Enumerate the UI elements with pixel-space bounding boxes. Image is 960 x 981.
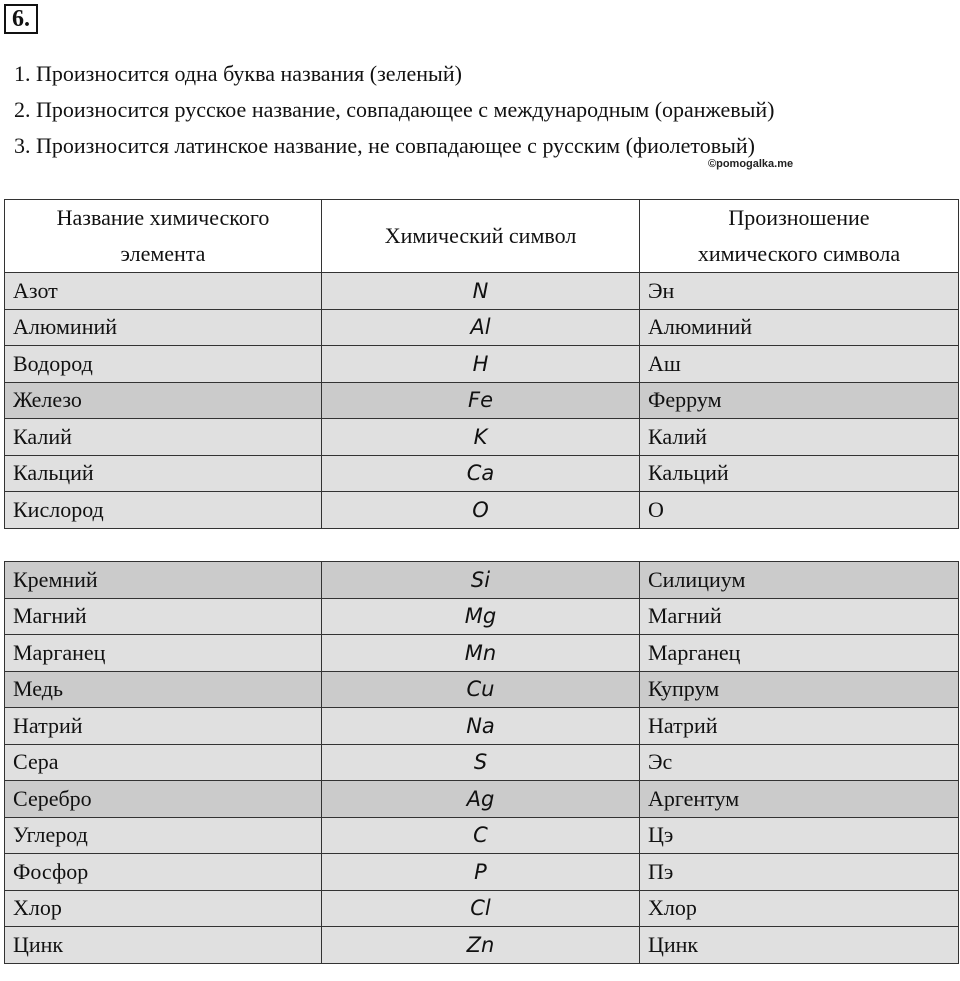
table-row (5, 273, 959, 310)
chemical-symbol-cell: Al (322, 309, 640, 346)
table-row (5, 598, 959, 635)
pronunciation-cell: Алюминий (640, 309, 959, 346)
table-row (5, 890, 959, 927)
legend-item-2: 2. Произносится русское название, совпадающее с международным (оранжевый) (14, 97, 775, 122)
element-name-cell: Железо (5, 382, 322, 419)
element-name-cell: Углерод (5, 817, 322, 854)
table-row (5, 382, 959, 419)
chemical-symbol-cell: Fe (322, 382, 640, 419)
chemical-symbol-cell: Cu (322, 671, 640, 708)
header-element-name (5, 200, 322, 273)
elements-table-2-body (5, 562, 959, 964)
table-row (5, 927, 959, 964)
header-pronunciation-line1: Произношение (728, 205, 870, 230)
element-name-cell: Калий (5, 419, 322, 456)
pronunciation-cell: Пэ (640, 854, 959, 891)
table-row (5, 781, 959, 818)
table-row (5, 562, 959, 599)
chemical-symbol-cell: H (322, 346, 640, 383)
chemical-symbol-cell: N (322, 273, 640, 310)
pronunciation-cell: Купрум (640, 671, 959, 708)
header-pronunciation-line2: химического символа (697, 241, 901, 266)
element-name-cell: Марганец (5, 635, 322, 672)
chemical-symbol-cell: Mg (322, 598, 640, 635)
pronunciation-cell: Эн (640, 273, 959, 310)
element-name-cell: Водород (5, 346, 322, 383)
pronunciation-cell: Натрий (640, 708, 959, 745)
element-name-cell: Натрий (5, 708, 322, 745)
legend-list (14, 56, 775, 164)
header-element-name-line2: элемента (120, 241, 206, 266)
pronunciation-cell: Магний (640, 598, 959, 635)
pronunciation-cell: Кальций (640, 455, 959, 492)
element-name-cell: Азот (5, 273, 322, 310)
watermark: ©pomogalka.me (708, 158, 794, 170)
chemical-symbol-cell: Cl (322, 890, 640, 927)
element-name-cell: Медь (5, 671, 322, 708)
element-name-cell: Магний (5, 598, 322, 635)
pronunciation-cell: Марганец (640, 635, 959, 672)
pronunciation-cell: Аргентум (640, 781, 959, 818)
element-name-cell: Кислород (5, 492, 322, 529)
pronunciation-cell: Хлор (640, 890, 959, 927)
table-row (5, 455, 959, 492)
table-row (5, 492, 959, 529)
chemical-symbol-cell: O (322, 492, 640, 529)
task-number: 6. (4, 4, 38, 34)
legend-item-3: 3. Произносится латинское название, не совпадающее с русским (фиолетовый) (14, 133, 755, 158)
pronunciation-cell: О (640, 492, 959, 529)
pronunciation-cell: Цэ (640, 817, 959, 854)
legend-item-1: 1. Произносится одна буква названия (зеленый) (14, 61, 462, 86)
element-name-cell: Сера (5, 744, 322, 781)
element-name-cell: Фосфор (5, 854, 322, 891)
table-row (5, 309, 959, 346)
elements-table-1-body (5, 273, 959, 529)
chemical-symbol-cell: Ca (322, 455, 640, 492)
element-name-cell: Кремний (5, 562, 322, 599)
table-row (5, 817, 959, 854)
table-row (5, 708, 959, 745)
chemical-symbol-cell: Ag (322, 781, 640, 818)
elements-table-1 (4, 199, 959, 529)
header-element-name-line1: Название химического (56, 205, 270, 230)
chemical-symbol-cell: S (322, 744, 640, 781)
element-name-cell: Цинк (5, 927, 322, 964)
elements-table-2 (4, 561, 959, 964)
chemical-symbol-cell: C (322, 817, 640, 854)
pronunciation-cell: Аш (640, 346, 959, 383)
header-chemical-symbol: Химический символ (322, 200, 640, 273)
pronunciation-cell: Цинк (640, 927, 959, 964)
chemical-symbol-cell: Mn (322, 635, 640, 672)
table-row (5, 346, 959, 383)
pronunciation-cell: Калий (640, 419, 959, 456)
header-pronunciation (640, 200, 959, 273)
element-name-cell: Хлор (5, 890, 322, 927)
chemical-symbol-cell: K (322, 419, 640, 456)
pronunciation-cell: Эс (640, 744, 959, 781)
pronunciation-cell: Силициум (640, 562, 959, 599)
table-row (5, 635, 959, 672)
element-name-cell: Серебро (5, 781, 322, 818)
table-row (5, 419, 959, 456)
element-name-cell: Алюминий (5, 309, 322, 346)
chemical-symbol-cell: P (322, 854, 640, 891)
chemical-symbol-cell: Zn (322, 927, 640, 964)
table-row (5, 671, 959, 708)
table-row (5, 744, 959, 781)
table-row (5, 854, 959, 891)
element-name-cell: Кальций (5, 455, 322, 492)
pronunciation-cell: Феррум (640, 382, 959, 419)
chemical-symbol-cell: Na (322, 708, 640, 745)
chemical-symbol-cell: Si (322, 562, 640, 599)
table-header-row (5, 200, 959, 273)
